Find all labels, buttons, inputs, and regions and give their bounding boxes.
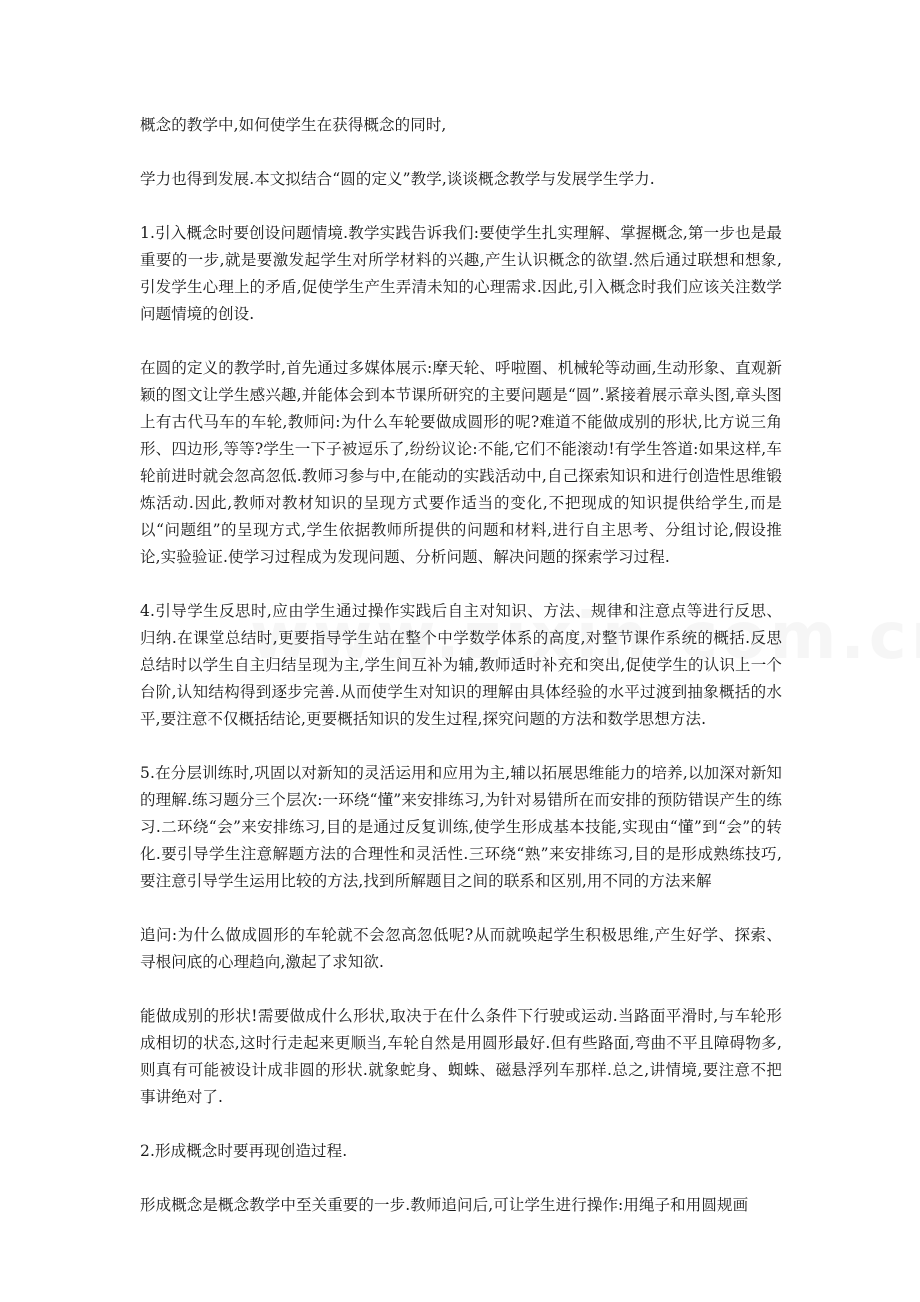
paragraph-section-2-heading: 2.形成概念时要再现创造过程. [140,1142,348,1160]
paragraph-intro-1: 概念的教学中,如何使学生在获得概念的同时, [140,116,447,134]
paragraph-forming-concept: 形成概念是概念教学中至关重要的一步.教师追问后,可让学生进行操作:用绳子和用圆规画 [140,1196,749,1214]
paragraph-follow-up-question: 追问:为什么做成圆形的车轮就不会忽高忽低呢?从而就唤起学生积极思维,产生好学、探索、寻根问底的心理趋向,激起了求知欲. [140,926,782,971]
paragraph-circle-teaching: 在圆的定义的教学时,首先通过多媒体展示:摩天轮、呼啦圈、机械轮等动画,生动形象、直观新颖的图文让学生感兴趣,并能体会到本节课所研究的主要问题是“圆”.紧接着展示章头图,章头图上有古代马车的车轮,教师问:为什么车轮要做成圆形的呢?难道不能做成别的形状,比方说三角形、四边形,等等?学生一下子被逗乐了,纷纷议论:不能,它们不能滚动!有学生答道:如果这样,车轮前进时就会忽高忽低.教师习参与中,在能动的实践活动中,自己探索知识和进行创造性思维锻炼活动.因此,教师对教材知识的呈现方式要作适当的变化,不把现成的知识提供给学生,而是以“问题组”的呈现方式,学生依据教师所提供的问题和材料,进行自主思考、分组讨论,假设推论,实验验证.使学习过程成为发现问题、分析问题、解决问题的探索学习过程. [140,359,782,566]
paragraph-section-4: 4.引导学生反思时,应由学生通过操作实践后自主对知识、方法、规律和注意点等进行反思、归纳.在课堂总结时,更要指导学生站在整个中学数学体系的高度,对整节课作系统的概括.反思总结时以学生自主归结呈现为主,学生间互补为辅,教师适时补充和突出,促使学生的认识上一个台阶,认知结构得到逐步完善.从而使学生对知识的理解由具体经验的水平过渡到抽象概括的水平,要注意不仅概括结论,更要概括知识的发生过程,探究问题的方法和数学思想方法. [140,602,782,728]
paragraph-section-5: 5.在分层训练时,巩固以对新知的灵活运用和应用为主,辅以拓展思维能力的培养,以加深对新知的理解.练习题分三个层次:一环绕“懂”来安排练习,为针对易错所在而安排的预防错误产生的练习.二环绕“会”来安排练习,目的是通过反复训练,使学生形成基本技能,实现由“懂”到“会”的转化.要引导学生注意解题方法的合理性和灵活性.三环绕“熟”来安排练习,目的是形成熟练技巧,要注意引导学生运用比较的方法,找到所解题目之间的联系和区别,用不同的方法来解 [140,764,782,890]
document-body [140,112,782,1246]
paragraph-other-shapes: 能做成别的形状!需要做成什么形状,取决于在什么条件下行驶或运动.当路面平滑时,与车轮形成相切的状态,这时行走起来更顺当,车轮自然是用圆形最好.但有些路面,弯曲不平且障碍物多,则真有可能被设计成非圆的形状.就象蛇身、蜘蛛、磁悬浮列车那样.总之,讲情境,要注意不把事讲绝对了. [140,1007,782,1106]
paragraph-intro-2: 学力也得到发展.本文拟结合“圆的定义”教学,谈谈概念教学与发展学生学力. [140,170,655,188]
paragraph-section-1: 1.引入概念时要创设问题情境.教学实践告诉我们:要使学生扎实理解、掌握概念,第一步也是最重要的一步,就是要激发起学生对所学材料的兴趣,产生认识概念的欲望.然后通过联想和想象,引发学生心理上的矛盾,促使学生产生弄清未知的心理需求.因此,引入概念时我们应该关注数学问题情境的创设. [140,224,782,323]
